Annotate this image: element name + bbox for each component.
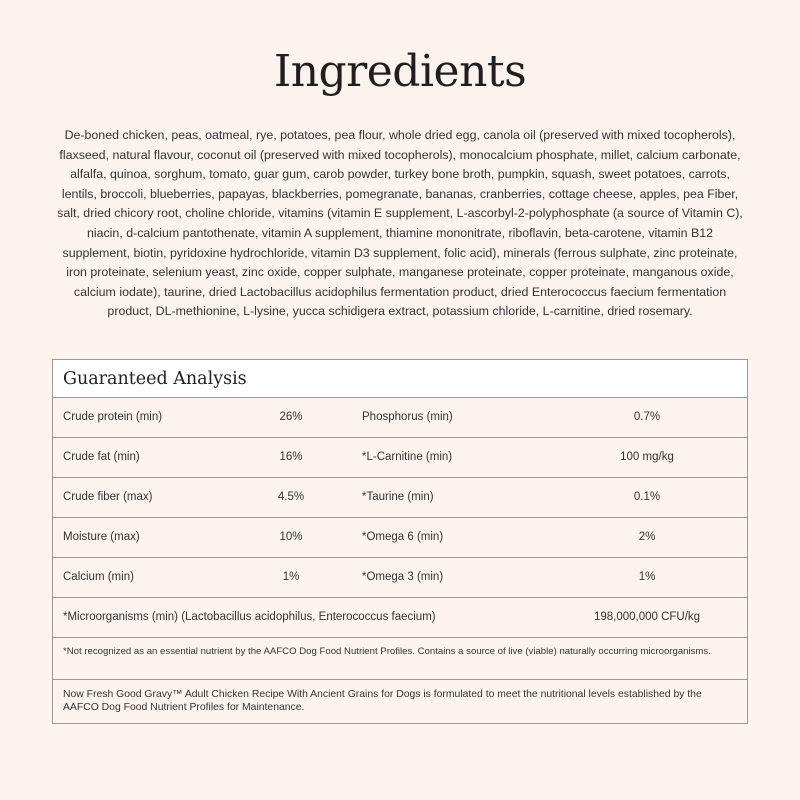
guaranteed-analysis-table [52, 359, 748, 724]
nutrient-name: *Taurine (min) [362, 491, 434, 503]
nutrient-value: 100 mg/kg [620, 451, 674, 463]
table-row [53, 438, 747, 478]
nutrient-value: 2% [638, 531, 656, 543]
nutrient-value: 4.5% [277, 491, 305, 503]
nutrient-name: Moisture (max) [63, 531, 140, 543]
aafco-statement: Now Fresh Good Gravy™ Adult Chicken Recipe With Ancient Grains for Dogs is formulated to meet the nutritional levels established by the AAFCO Dog Food Nutrient Profiles for Maintenance. [63, 689, 702, 713]
nutrient-name: *L-Carnitine (min) [362, 451, 453, 463]
nutrient-name: *Microorganisms (min) (Lactobacillus acidophilus, Enterococcus faecium) [63, 611, 436, 623]
table-row [53, 478, 747, 518]
nutrient-name: Calcium (min) [63, 571, 134, 583]
nutrient-name: Crude fat (min) [63, 451, 140, 463]
nutrient-value: 1% [282, 571, 300, 583]
ingredients-list: De-boned chicken, peas, oatmeal, rye, potatoes, pea flour, whole dried egg, canola oil (preserved with mixed tocopherols), flaxseed, natural flavour, coconut oil (preserved with mixed tocopherols), monocalcium phosphate, millet, calcium carbonate, alfalfa, quinoa, sorghum, tomato, guar gum, carob powder, turkey bone broth, pumpkin, squash, sweet potatoes, carrots, lentils, broccoli, blueberries, papayas, blackberries, pomegranate, bananas, cranberries, cottage cheese, apples, pea Fiber, salt, dried chicory root, choline chloride, vitamins (vitamin E supplement, L-ascorbyl-2-polyphosphate (a source of Vitamin C), niacin, d-calcium pantothenate, vitamin A supplement, thiamine mononitrate, riboflavin, beta-carotene, vitamin B12 supplement, biotin, pyridoxine hydrochloride, vitamin D3 supplement, folic acid), minerals (ferrous sulphate, zinc proteinate, iron proteinate, selenium yeast, zinc oxide, copper sulphate, manganese proteinate, copper proteinate, manganous oxide, calcium iodate), taurine, dried Lactobacillus acidophilus fermentation product, dried Enterococcus faecium fermentation product, DL-methionine, L-lysine, yucca schidigera extract, potassium chloride, L-carnitine, dried rosemary. [57, 128, 743, 319]
nutrient-value: 26% [279, 411, 303, 423]
nutrient-value: 10% [279, 531, 303, 543]
nutrient-name: Phosphorus (min) [362, 411, 453, 423]
nutrient-value: 0.1% [633, 491, 661, 503]
nutrient-value: 198,000,000 CFU/kg [593, 611, 701, 623]
nutrient-value: 0.7% [633, 411, 661, 423]
nutrient-value: 1% [638, 571, 656, 583]
table-row [53, 558, 747, 598]
footnote: *Not recognized as an essential nutrient by the AAFCO Dog Food Nutrient Profiles. Contains a source of live (viable) naturally occurring microorganisms. [53, 638, 747, 680]
guaranteed-analysis-heading: Guaranteed Analysis [53, 360, 747, 398]
table-row [53, 518, 747, 558]
table-row [53, 398, 747, 438]
nutrient-name: *Omega 3 (min) [362, 571, 444, 583]
table-row-microorganisms [53, 598, 747, 638]
nutrient-name: *Omega 6 (min) [362, 531, 444, 543]
nutrient-name: Crude fiber (max) [63, 491, 153, 503]
nutrient-value: 16% [279, 451, 303, 463]
page-title: Ingredients [273, 46, 527, 97]
nutrient-name: Crude protein (min) [63, 411, 163, 423]
